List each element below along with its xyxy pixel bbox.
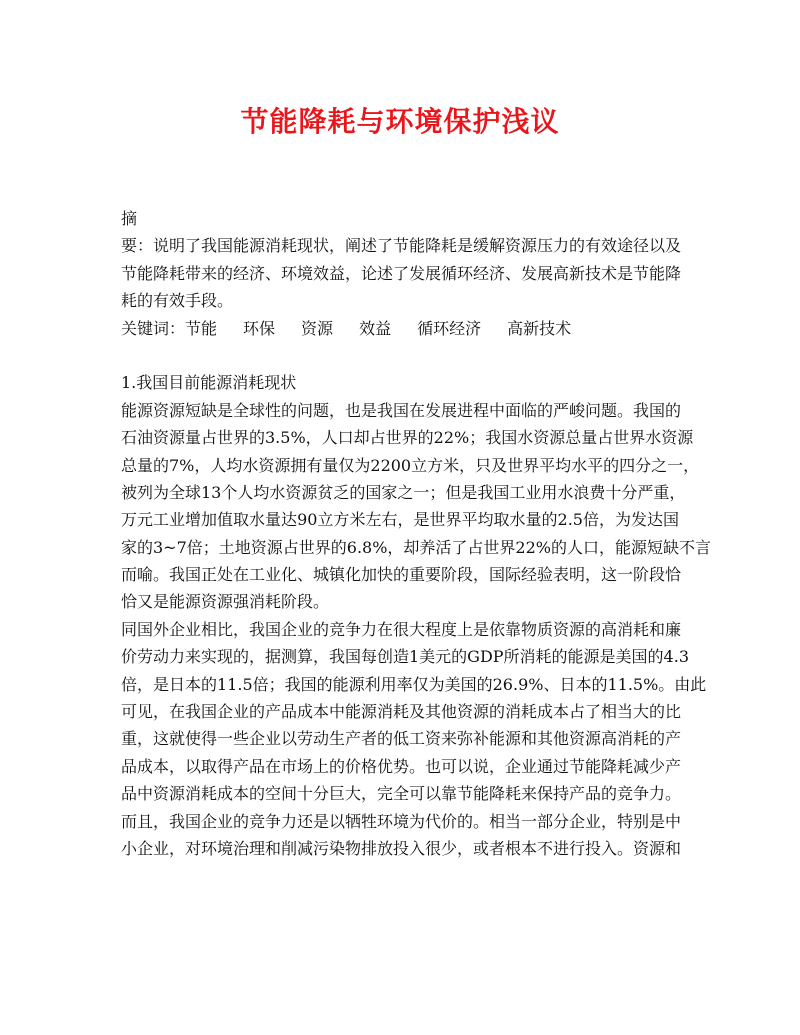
paragraph-line: 品成本，以取得产品在市场上的价格优势。也可以说，企业通过节能降耗减少产 — [121, 756, 682, 776]
paragraph-line: 而喻。我国正处在工业化、城镇化加快的重要阶段，国际经验表明，这一阶段恰 — [121, 565, 682, 585]
keyword: 循环经济 — [417, 318, 482, 338]
paragraph-line: 而且，我国企业的竞争力还是以牺牲环境为代价的。相当一部分企业，特别是中 — [121, 811, 682, 831]
paragraph-line: 石油资源量占世界的3.5%，人口却占世界的22%；我国水资源总量占世界水资源 — [121, 428, 694, 448]
paragraph-line: 同国外企业相比，我国企业的竞争力在很大程度上是依靠物质资源的高消耗和廉 — [121, 619, 682, 639]
paragraph-line: 重，这就使得一些企业以劳动生产者的低工资来弥补能源和其他资源高消耗的产 — [121, 729, 682, 749]
paragraph-line: 倍，是日本的11.5倍；我国的能源利用率仅为美国的26.9%、日本的11.5%。由此 — [121, 674, 707, 694]
blank-line — [121, 342, 679, 369]
document-body — [121, 205, 711, 862]
keyword: 资源 — [301, 318, 334, 338]
abstract-line: 节能降耗带来的经济、环境效益，论述了发展循环经济、发展高新技术是节能降 — [121, 263, 682, 283]
section-heading: 1.我国目前能源消耗现状 — [121, 373, 297, 393]
abstract-line: 耗的有效手段。 — [121, 291, 234, 311]
paragraph-line: 小企业，对环境治理和削减污染物排放投入很少，或者根本不进行投入。资源和 — [121, 838, 682, 858]
keyword: 高新技术 — [507, 318, 572, 338]
abstract-line: 要：说明了我国能源消耗现状，阐述了节能降耗是缓解资源压力的有效途径以及 — [121, 236, 682, 256]
paragraph-line: 品中资源消耗成本的空间十分巨大，完全可以靠节能降耗来保持产品的竞争力。 — [121, 784, 682, 804]
document-title: 节能降耗与环境保护浅议 — [240, 105, 560, 138]
paragraph-line: 家的3~7倍；土地资源占世界的6.8%，却养活了占世界22%的人口，能源短缺不言 — [121, 537, 711, 557]
keyword: 节能 — [185, 318, 218, 338]
abstract-label: 摘 — [121, 209, 138, 228]
keyword: 环保 — [243, 318, 276, 338]
paragraph-line: 恰又是能源资源强消耗阶段。 — [121, 592, 330, 612]
paragraph-line: 万元工业增加值取水量达90立方米左右，是世界平均取水量的2.5倍，为发达国 — [121, 510, 679, 530]
paragraph-line: 可见，在我国企业的产品成本中能源消耗及其他资源的消耗成本占了相当大的比 — [121, 702, 682, 722]
keywords-line — [121, 315, 679, 342]
paragraph-line: 能源资源短缺是全球性的问题，也是我国在发展进程中面临的严峻问题。我国的 — [121, 400, 682, 420]
paragraph-line: 总量的7%，人均水资源拥有量仅为2200立方米，只及世界平均水平的四分之一， — [121, 455, 700, 475]
paragraph-line: 价劳动力来实现的，据测算，我国每创造1美元的GDP所消耗的能源是美国的4.3 — [121, 647, 690, 667]
paragraph-line: 被列为全球13个人均水资源贫乏的国家之一；但是我国工业用水浪费十分严重， — [121, 482, 686, 502]
keyword: 效益 — [359, 318, 392, 338]
keywords-label: 关键词： — [121, 318, 186, 338]
